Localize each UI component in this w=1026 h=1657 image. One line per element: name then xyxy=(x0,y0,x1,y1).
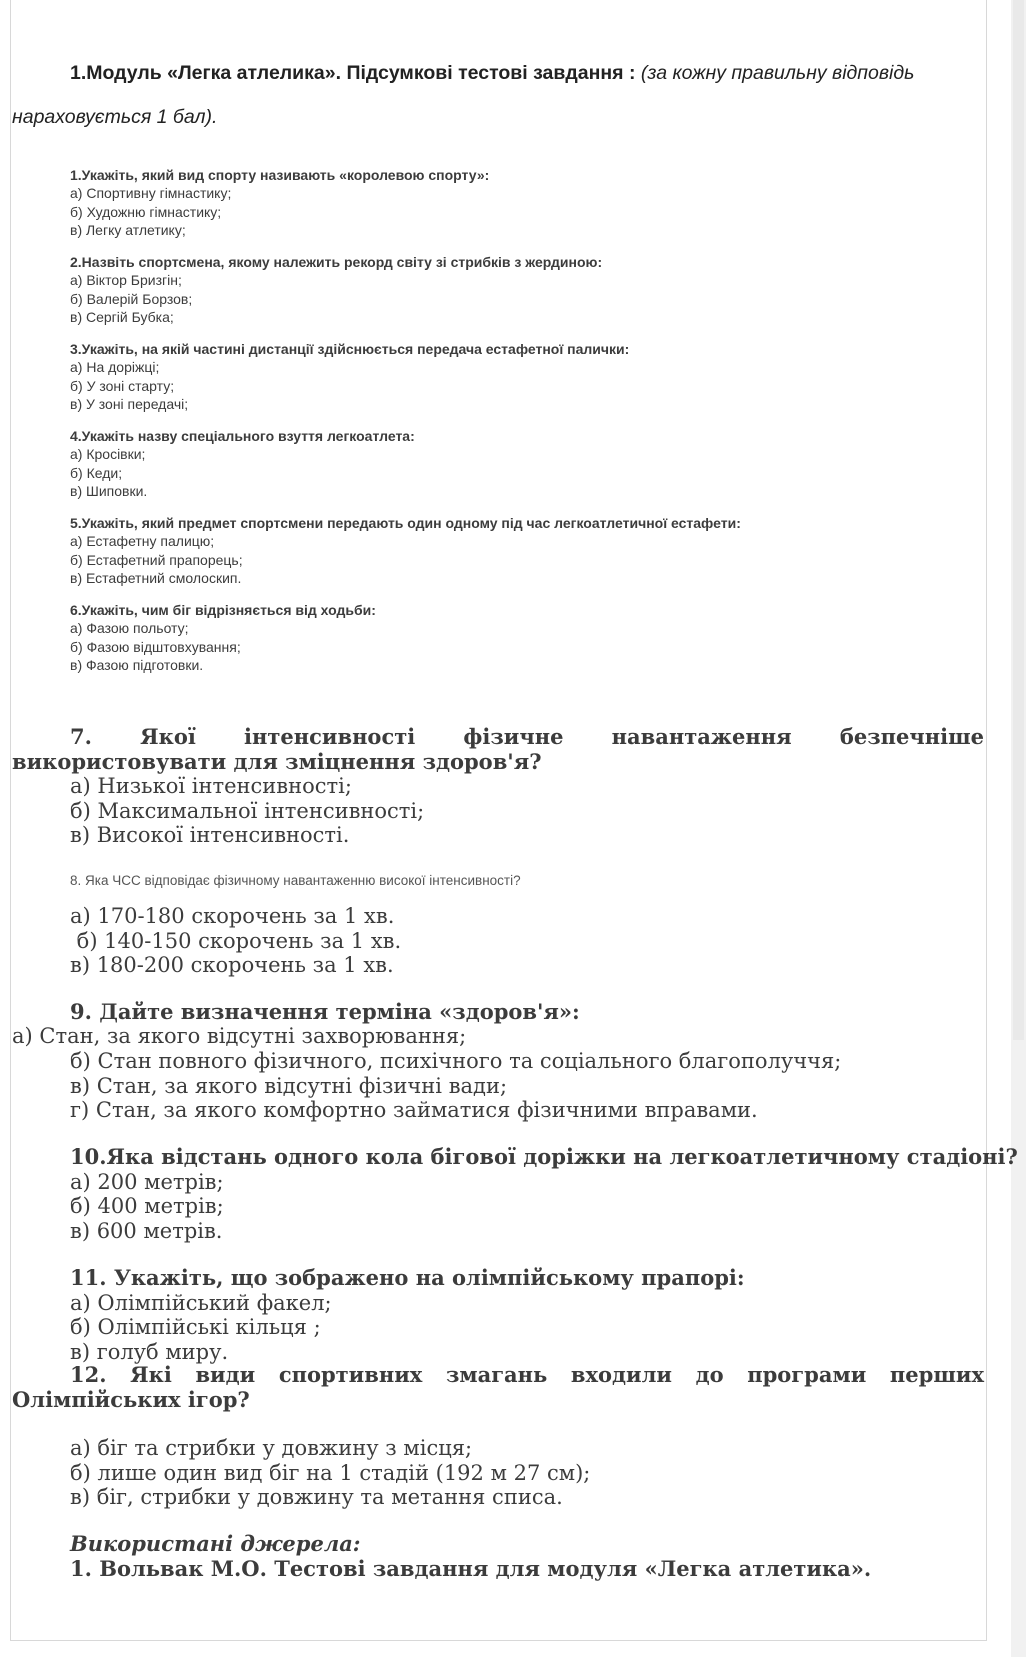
answer-option: б) 400 метрів; xyxy=(70,1194,224,1219)
answer-option: б) Художню гімнастику; xyxy=(70,203,222,220)
answer-option: а) Стан, за якого відсутні захворювання; xyxy=(12,1024,467,1048)
scrollbar-thumb[interactable] xyxy=(1013,0,1024,1040)
answer-option: а) 170-180 скорочень за 1 хв. xyxy=(70,904,395,928)
question-12 xyxy=(12,1363,984,1412)
answer-option: б) Максимальної інтенсивності; xyxy=(70,798,425,823)
answer-option: а) Віктор Бризгін; xyxy=(70,272,182,289)
answer-option: а) біг та стрибки у довжину з місця; xyxy=(70,1436,473,1460)
answer-option: б) 140-150 скорочень за 1 хв. xyxy=(70,928,402,953)
question-text: 7. Якої інтенсивності фізичне навантаження безпечніше використовувати для зміцнення здоров'я? xyxy=(12,724,984,774)
answer-option: в) У зоні передачі; xyxy=(70,395,189,412)
question-6 xyxy=(70,601,376,674)
question-text: 12. Які види спортивних змагань входили до програми перших Олімпійських ігор? xyxy=(12,1362,984,1412)
answer-option: а) Низької інтенсивності; xyxy=(70,774,352,799)
question-text: 3.Укажіть, на якій частині дистанції здійснюється передача естафетної палички: xyxy=(70,341,630,357)
question-9-answers xyxy=(70,1049,841,1123)
answer-option: в) 600 метрів. xyxy=(70,1218,223,1243)
question-2 xyxy=(70,253,602,326)
answer-option: а) На доріжці; xyxy=(70,359,160,376)
answer-option: в) Фазою підготовки. xyxy=(70,656,204,673)
question-text: 6.Укажіть, чим біг відрізняється від ходьби: xyxy=(70,602,376,618)
answer-option: в) 180-200 скорочень за 1 хв. xyxy=(70,953,394,978)
question-text: 9. Дайте визначення терміна «здоров'я»: xyxy=(70,999,580,1024)
answer-option: а) Олімпійський факел; xyxy=(70,1290,332,1315)
answer-option: а) Кросівки; xyxy=(70,446,146,463)
question-text: 4.Укажіть назву спеціального взуття легкоатлета: xyxy=(70,428,415,444)
question-3 xyxy=(70,340,629,413)
answer-option: в) Високої інтенсивності. xyxy=(70,823,350,848)
answer-option: а) Спортивну гімнастику; xyxy=(70,185,232,202)
sources xyxy=(70,1532,871,1581)
question-8-text: 8. Яка ЧСС відповідає фізичному навантаженню високої інтенсивності? xyxy=(70,873,521,888)
question-text: 11. Укажіть, що зображено на олімпійському прапорі: xyxy=(70,1265,745,1290)
answer-option: г) Стан, за якого комфортно займатися фізичними вправами. xyxy=(70,1098,758,1123)
answer-option: в) голуб миру. xyxy=(70,1339,229,1364)
answer-option: в) Стан, за якого відсутні фізичні вади; xyxy=(70,1073,508,1098)
header-title: 1.Модуль «Легка атлелика». Підсумкові тестові завдання : xyxy=(70,62,641,84)
answer-option: б) У зоні старту; xyxy=(70,377,175,394)
question-1 xyxy=(70,166,489,239)
header-note-part1: (за кожну правильну відповідь xyxy=(640,62,915,84)
answer-option: а) Естафетну палицю; xyxy=(70,533,215,550)
scrollbar[interactable] xyxy=(1011,0,1026,1657)
answer-option: б) Валерій Борзов; xyxy=(70,290,193,307)
header-line-2 xyxy=(12,106,217,129)
question-text: 10.Яка відстань одного кола бігової доріжки на легкоатлетичному стадіоні? xyxy=(70,1144,1018,1169)
answer-option: в) біг, стрибки у довжину та метання списа. xyxy=(70,1485,563,1510)
question-text: 1.Укажіть, який вид спорту називають «королевою спорту»: xyxy=(70,167,490,183)
question-4 xyxy=(70,427,415,500)
sources-title: Використані джерела: xyxy=(70,1531,361,1556)
question-8-answers xyxy=(70,904,401,978)
sources-item: 1. Вольвак М.О. Тестові завдання для модуля «Легка атлетика». xyxy=(70,1555,872,1581)
question-9-first-answer xyxy=(12,1024,466,1049)
answer-option: б) Фазою відштовхування; xyxy=(70,638,241,655)
answer-option: б) Естафетний прапорець; xyxy=(70,551,243,568)
question-text: 2.Назвіть спортсмена, якому належить рекорд світу зі стрибків з жердиною: xyxy=(70,254,603,270)
question-7 xyxy=(12,725,984,848)
header-note-part2: нараховується 1 бал). xyxy=(12,106,218,128)
answer-option: а) Фазою польоту; xyxy=(70,620,189,637)
answer-option: б) Стан повного фізичного, психічного та соціального благополуччя; xyxy=(70,1049,842,1073)
answer-option: в) Сергій Бубка; xyxy=(70,308,174,325)
answer-option: б) лише один вид біг на 1 стадій (192 м 27 см); xyxy=(70,1460,591,1485)
answer-option: б) Кеди; xyxy=(70,464,123,481)
question-text: 5.Укажіть, який предмет спортсмени передають один одному під час легкоатлетичної естафети: xyxy=(70,515,741,531)
question-9 xyxy=(70,1000,580,1025)
question-11 xyxy=(70,1266,745,1364)
question-5 xyxy=(70,514,741,587)
question-12-answers xyxy=(70,1436,590,1510)
answer-option: а) 200 метрів; xyxy=(70,1169,224,1194)
answer-option: в) Легку атлетику; xyxy=(70,221,186,238)
header-line-1 xyxy=(70,62,914,85)
question-10 xyxy=(70,1145,1018,1243)
answer-option: в) Шиповки. xyxy=(70,482,148,499)
answer-option: б) Олімпійські кільця ; xyxy=(70,1315,321,1340)
answer-option: в) Естафетний смолоскип. xyxy=(70,569,242,586)
